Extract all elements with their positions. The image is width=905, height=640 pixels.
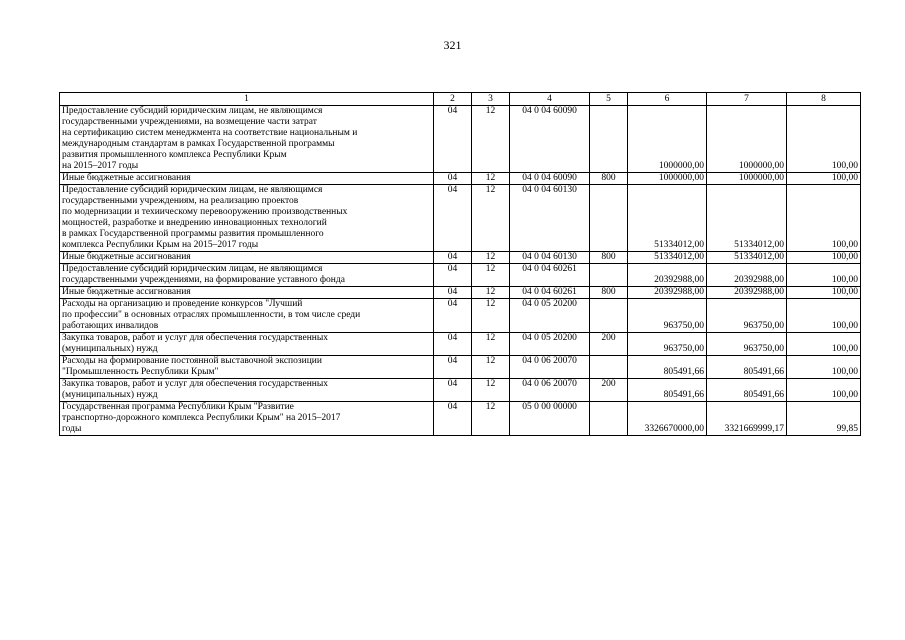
target-article-cell: 04 0 04 60130 bbox=[510, 252, 590, 264]
execution-percent-cell: 100,00 bbox=[787, 379, 861, 402]
planned-amount-cell: 805491,66 bbox=[628, 356, 707, 379]
table-row bbox=[60, 252, 861, 264]
target-article-cell: 04 0 04 60130 bbox=[510, 185, 590, 252]
section-code-cell: 04 bbox=[434, 287, 472, 299]
target-article-cell: 04 0 04 60261 bbox=[510, 287, 590, 299]
table-row bbox=[60, 379, 861, 402]
executed-amount-cell: 963750,00 bbox=[707, 299, 787, 333]
table-body bbox=[60, 106, 861, 436]
execution-percent-cell: 99,85 bbox=[787, 402, 861, 436]
column-header: 5 bbox=[590, 93, 628, 106]
row-name-cell: Иные бюджетные ассигнования bbox=[60, 287, 434, 299]
execution-percent-cell: 100,00 bbox=[787, 252, 861, 264]
target-article-cell: 05 0 00 00000 bbox=[510, 402, 590, 436]
section-code-cell: 04 bbox=[434, 333, 472, 356]
table-row bbox=[60, 356, 861, 379]
row-name-cell: Расходы на организацию и проведение конкурсов "Лучший по профессии" в основных отраслях промышленности, в том числе среди работающих инвалидов bbox=[60, 299, 434, 333]
executed-amount-cell: 805491,66 bbox=[707, 356, 787, 379]
section-code-cell: 04 bbox=[434, 356, 472, 379]
subsection-code-cell: 12 bbox=[472, 106, 510, 173]
subsection-code-cell: 12 bbox=[472, 402, 510, 436]
column-header: 1 bbox=[60, 93, 434, 106]
planned-amount-cell: 1000000,00 bbox=[628, 173, 707, 185]
executed-amount-cell: 51334012,00 bbox=[707, 252, 787, 264]
expense-type-cell bbox=[590, 264, 628, 287]
section-code-cell: 04 bbox=[434, 379, 472, 402]
section-code-cell: 04 bbox=[434, 252, 472, 264]
subsection-code-cell: 12 bbox=[472, 333, 510, 356]
subsection-code-cell: 12 bbox=[472, 264, 510, 287]
execution-percent-cell: 100,00 bbox=[787, 173, 861, 185]
expense-type-cell bbox=[590, 299, 628, 333]
executed-amount-cell: 805491,66 bbox=[707, 379, 787, 402]
section-code-cell: 04 bbox=[434, 402, 472, 436]
execution-percent-cell: 100,00 bbox=[787, 185, 861, 252]
target-article-cell: 04 0 06 20070 bbox=[510, 356, 590, 379]
subsection-code-cell: 12 bbox=[472, 379, 510, 402]
section-code-cell: 04 bbox=[434, 106, 472, 173]
table-row bbox=[60, 173, 861, 185]
expense-type-cell: 800 bbox=[590, 287, 628, 299]
section-code-cell: 04 bbox=[434, 264, 472, 287]
executed-amount-cell: 1000000,00 bbox=[707, 106, 787, 173]
execution-percent-cell: 100,00 bbox=[787, 106, 861, 173]
target-article-cell: 04 0 05 20200 bbox=[510, 333, 590, 356]
executed-amount-cell: 51334012,00 bbox=[707, 185, 787, 252]
expense-type-cell: 800 bbox=[590, 173, 628, 185]
target-article-cell: 04 0 05 20200 bbox=[510, 299, 590, 333]
executed-amount-cell: 3321669999,17 bbox=[707, 402, 787, 436]
table-row bbox=[60, 287, 861, 299]
planned-amount-cell: 51334012,00 bbox=[628, 252, 707, 264]
target-article-cell: 04 0 04 60090 bbox=[510, 106, 590, 173]
row-name-cell: Иные бюджетные ассигнования bbox=[60, 252, 434, 264]
planned-amount-cell: 963750,00 bbox=[628, 333, 707, 356]
target-article-cell: 04 0 04 60090 bbox=[510, 173, 590, 185]
planned-amount-cell: 20392988,00 bbox=[628, 264, 707, 287]
planned-amount-cell: 963750,00 bbox=[628, 299, 707, 333]
table-row bbox=[60, 333, 861, 356]
row-name-cell: Закупка товаров, работ и услуг для обеспечения государственных (муниципальных) нужд bbox=[60, 333, 434, 356]
executed-amount-cell: 1000000,00 bbox=[707, 173, 787, 185]
subsection-code-cell: 12 bbox=[472, 299, 510, 333]
expense-type-cell: 800 bbox=[590, 252, 628, 264]
column-header: 4 bbox=[510, 93, 590, 106]
row-name-cell: Закупка товаров, работ и услуг для обеспечения государственных (муниципальных) нужд bbox=[60, 379, 434, 402]
expense-type-cell bbox=[590, 356, 628, 379]
section-code-cell: 04 bbox=[434, 299, 472, 333]
section-code-cell: 04 bbox=[434, 185, 472, 252]
subsection-code-cell: 12 bbox=[472, 185, 510, 252]
target-article-cell: 04 0 04 60261 bbox=[510, 264, 590, 287]
column-header: 2 bbox=[434, 93, 472, 106]
column-header: 8 bbox=[787, 93, 861, 106]
planned-amount-cell: 1000000,00 bbox=[628, 106, 707, 173]
row-name-cell: Расходы на формирование постоянной выставочной экспозиции "Промышленность Республики Крым" bbox=[60, 356, 434, 379]
target-article-cell: 04 0 06 20070 bbox=[510, 379, 590, 402]
subsection-code-cell: 12 bbox=[472, 252, 510, 264]
page-number: 321 bbox=[443, 38, 462, 52]
execution-percent-cell: 100,00 bbox=[787, 333, 861, 356]
planned-amount-cell: 20392988,00 bbox=[628, 287, 707, 299]
table-row bbox=[60, 299, 861, 333]
row-name-cell: Предоставление субсидий юридическим лицам, не являющимся государственными учреждениям, на реализацию проектов по модернизации и техиическому перевооружению производственных мощностей, разработке и внедрению инновационных технологий в рамках Государственной программы развития промышленного комплекса Республики Крым на 2015–2017 годы bbox=[60, 185, 434, 252]
expense-type-cell bbox=[590, 106, 628, 173]
table-row bbox=[60, 264, 861, 287]
execution-percent-cell: 100,00 bbox=[787, 264, 861, 287]
header-row bbox=[60, 93, 861, 106]
execution-percent-cell: 100,00 bbox=[787, 287, 861, 299]
column-header: 6 bbox=[628, 93, 707, 106]
row-name-cell: Предоставление субсидий юридическим лицам, не являющимся государственными учреждениями, на возмещение части затрат на сертификацию систем менеджмента на соответствие национальным и международным стандартам в рамках Государственной программы развития промышленного комплекса Республики Крым на 2015–2017 годы bbox=[60, 106, 434, 173]
expense-type-cell: 200 bbox=[590, 333, 628, 356]
planned-amount-cell: 805491,66 bbox=[628, 379, 707, 402]
row-name-cell: Государственная программа Республики Крым "Развитие транспортно-дорожного комплекса Республики Крым" на 2015–2017 годы bbox=[60, 402, 434, 436]
row-name-cell: Иные бюджетные ассигнования bbox=[60, 173, 434, 185]
column-header: 3 bbox=[472, 93, 510, 106]
table-row bbox=[60, 402, 861, 436]
expense-type-cell: 200 bbox=[590, 379, 628, 402]
expense-type-cell bbox=[590, 185, 628, 252]
subsection-code-cell: 12 bbox=[472, 356, 510, 379]
column-header: 7 bbox=[707, 93, 787, 106]
subsection-code-cell: 12 bbox=[472, 173, 510, 185]
expense-type-cell bbox=[590, 402, 628, 436]
executed-amount-cell: 20392988,00 bbox=[707, 264, 787, 287]
row-name-cell: Предоставление субсидий юридическим лицам, не являющимся государственными учреждениями, на формирование уставного фонда bbox=[60, 264, 434, 287]
execution-percent-cell: 100,00 bbox=[787, 356, 861, 379]
table-row bbox=[60, 106, 861, 173]
section-code-cell: 04 bbox=[434, 173, 472, 185]
table-row bbox=[60, 185, 861, 252]
executed-amount-cell: 963750,00 bbox=[707, 333, 787, 356]
executed-amount-cell: 20392988,00 bbox=[707, 287, 787, 299]
execution-percent-cell: 100,00 bbox=[787, 299, 861, 333]
planned-amount-cell: 3326670000,00 bbox=[628, 402, 707, 436]
budget-table bbox=[59, 92, 861, 436]
planned-amount-cell: 51334012,00 bbox=[628, 185, 707, 252]
subsection-code-cell: 12 bbox=[472, 287, 510, 299]
